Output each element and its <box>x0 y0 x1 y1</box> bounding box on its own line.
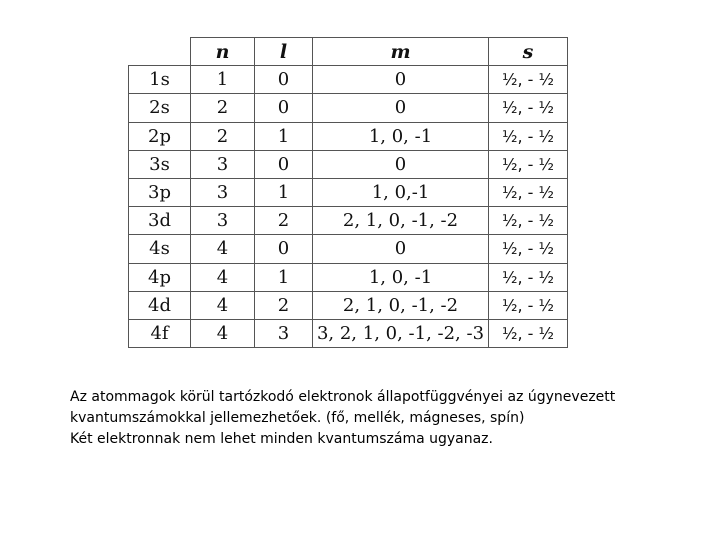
n-value-cell: 3 <box>191 178 255 206</box>
s-value-cell: ½, - ½ <box>489 122 568 150</box>
table-row <box>129 178 568 206</box>
header-s: s <box>489 38 568 66</box>
orbital-label-cell: 4s <box>129 235 191 263</box>
orbital-label-cell: 3d <box>129 207 191 235</box>
table-row <box>129 235 568 263</box>
caption-text <box>70 387 710 450</box>
table-row <box>129 66 568 94</box>
n-value-cell: 1 <box>191 66 255 94</box>
n-value-cell: 4 <box>191 291 255 319</box>
table-header-row <box>129 38 568 66</box>
table-row <box>129 150 568 178</box>
m-value-cell: 0 <box>313 235 489 263</box>
table-row <box>129 94 568 122</box>
s-value-cell: ½, - ½ <box>489 291 568 319</box>
quantum-numbers-table <box>128 37 568 348</box>
l-value-cell: 3 <box>255 319 313 347</box>
s-value-cell: ½, - ½ <box>489 235 568 263</box>
m-value-cell: 2, 1, 0, -1, -2 <box>313 207 489 235</box>
header-n: n <box>191 38 255 66</box>
m-value-cell: 0 <box>313 150 489 178</box>
n-value-cell: 4 <box>191 263 255 291</box>
orbital-label-cell: 3s <box>129 150 191 178</box>
table-row <box>129 207 568 235</box>
l-value-cell: 2 <box>255 207 313 235</box>
n-value-cell: 2 <box>191 94 255 122</box>
n-value-cell: 3 <box>191 150 255 178</box>
orbital-label-cell: 2p <box>129 122 191 150</box>
header-corner-cell <box>129 38 191 66</box>
l-value-cell: 0 <box>255 66 313 94</box>
s-value-cell: ½, - ½ <box>489 319 568 347</box>
n-value-cell: 3 <box>191 207 255 235</box>
header-l: l <box>255 38 313 66</box>
l-value-cell: 0 <box>255 94 313 122</box>
s-value-cell: ½, - ½ <box>489 178 568 206</box>
orbital-label-cell: 3p <box>129 178 191 206</box>
caption-line: Két elektronnak nem lehet minden kvantumszáma ugyanaz. <box>70 431 493 447</box>
table-row <box>129 319 568 347</box>
orbital-label-cell: 4p <box>129 263 191 291</box>
s-value-cell: ½, - ½ <box>489 207 568 235</box>
caption-line: kvantumszámokkal jellemezhetőek. (fő, mellék, mágneses, spín) <box>70 410 525 426</box>
header-m: m <box>313 38 489 66</box>
orbital-label-cell: 1s <box>129 66 191 94</box>
table-row <box>129 263 568 291</box>
s-value-cell: ½, - ½ <box>489 66 568 94</box>
l-value-cell: 2 <box>255 291 313 319</box>
l-value-cell: 1 <box>255 178 313 206</box>
m-value-cell: 0 <box>313 66 489 94</box>
m-value-cell: 2, 1, 0, -1, -2 <box>313 291 489 319</box>
caption-line: Az atommagok körül tartózkodó elektronok állapotfüggvényei az úgynevezett <box>70 389 616 405</box>
s-value-cell: ½, - ½ <box>489 150 568 178</box>
m-value-cell: 1, 0, -1 <box>313 122 489 150</box>
table-body <box>129 66 568 348</box>
orbital-label-cell: 2s <box>129 94 191 122</box>
m-value-cell: 3, 2, 1, 0, -1, -2, -3 <box>313 319 489 347</box>
orbital-label-cell: 4d <box>129 291 191 319</box>
m-value-cell: 1, 0,-1 <box>313 178 489 206</box>
l-value-cell: 1 <box>255 122 313 150</box>
l-value-cell: 1 <box>255 263 313 291</box>
n-value-cell: 4 <box>191 235 255 263</box>
n-value-cell: 4 <box>191 319 255 347</box>
m-value-cell: 0 <box>313 94 489 122</box>
l-value-cell: 0 <box>255 235 313 263</box>
table-row <box>129 291 568 319</box>
l-value-cell: 0 <box>255 150 313 178</box>
s-value-cell: ½, - ½ <box>489 94 568 122</box>
m-value-cell: 1, 0, -1 <box>313 263 489 291</box>
orbital-label-cell: 4f <box>129 319 191 347</box>
n-value-cell: 2 <box>191 122 255 150</box>
table-row <box>129 122 568 150</box>
s-value-cell: ½, - ½ <box>489 263 568 291</box>
